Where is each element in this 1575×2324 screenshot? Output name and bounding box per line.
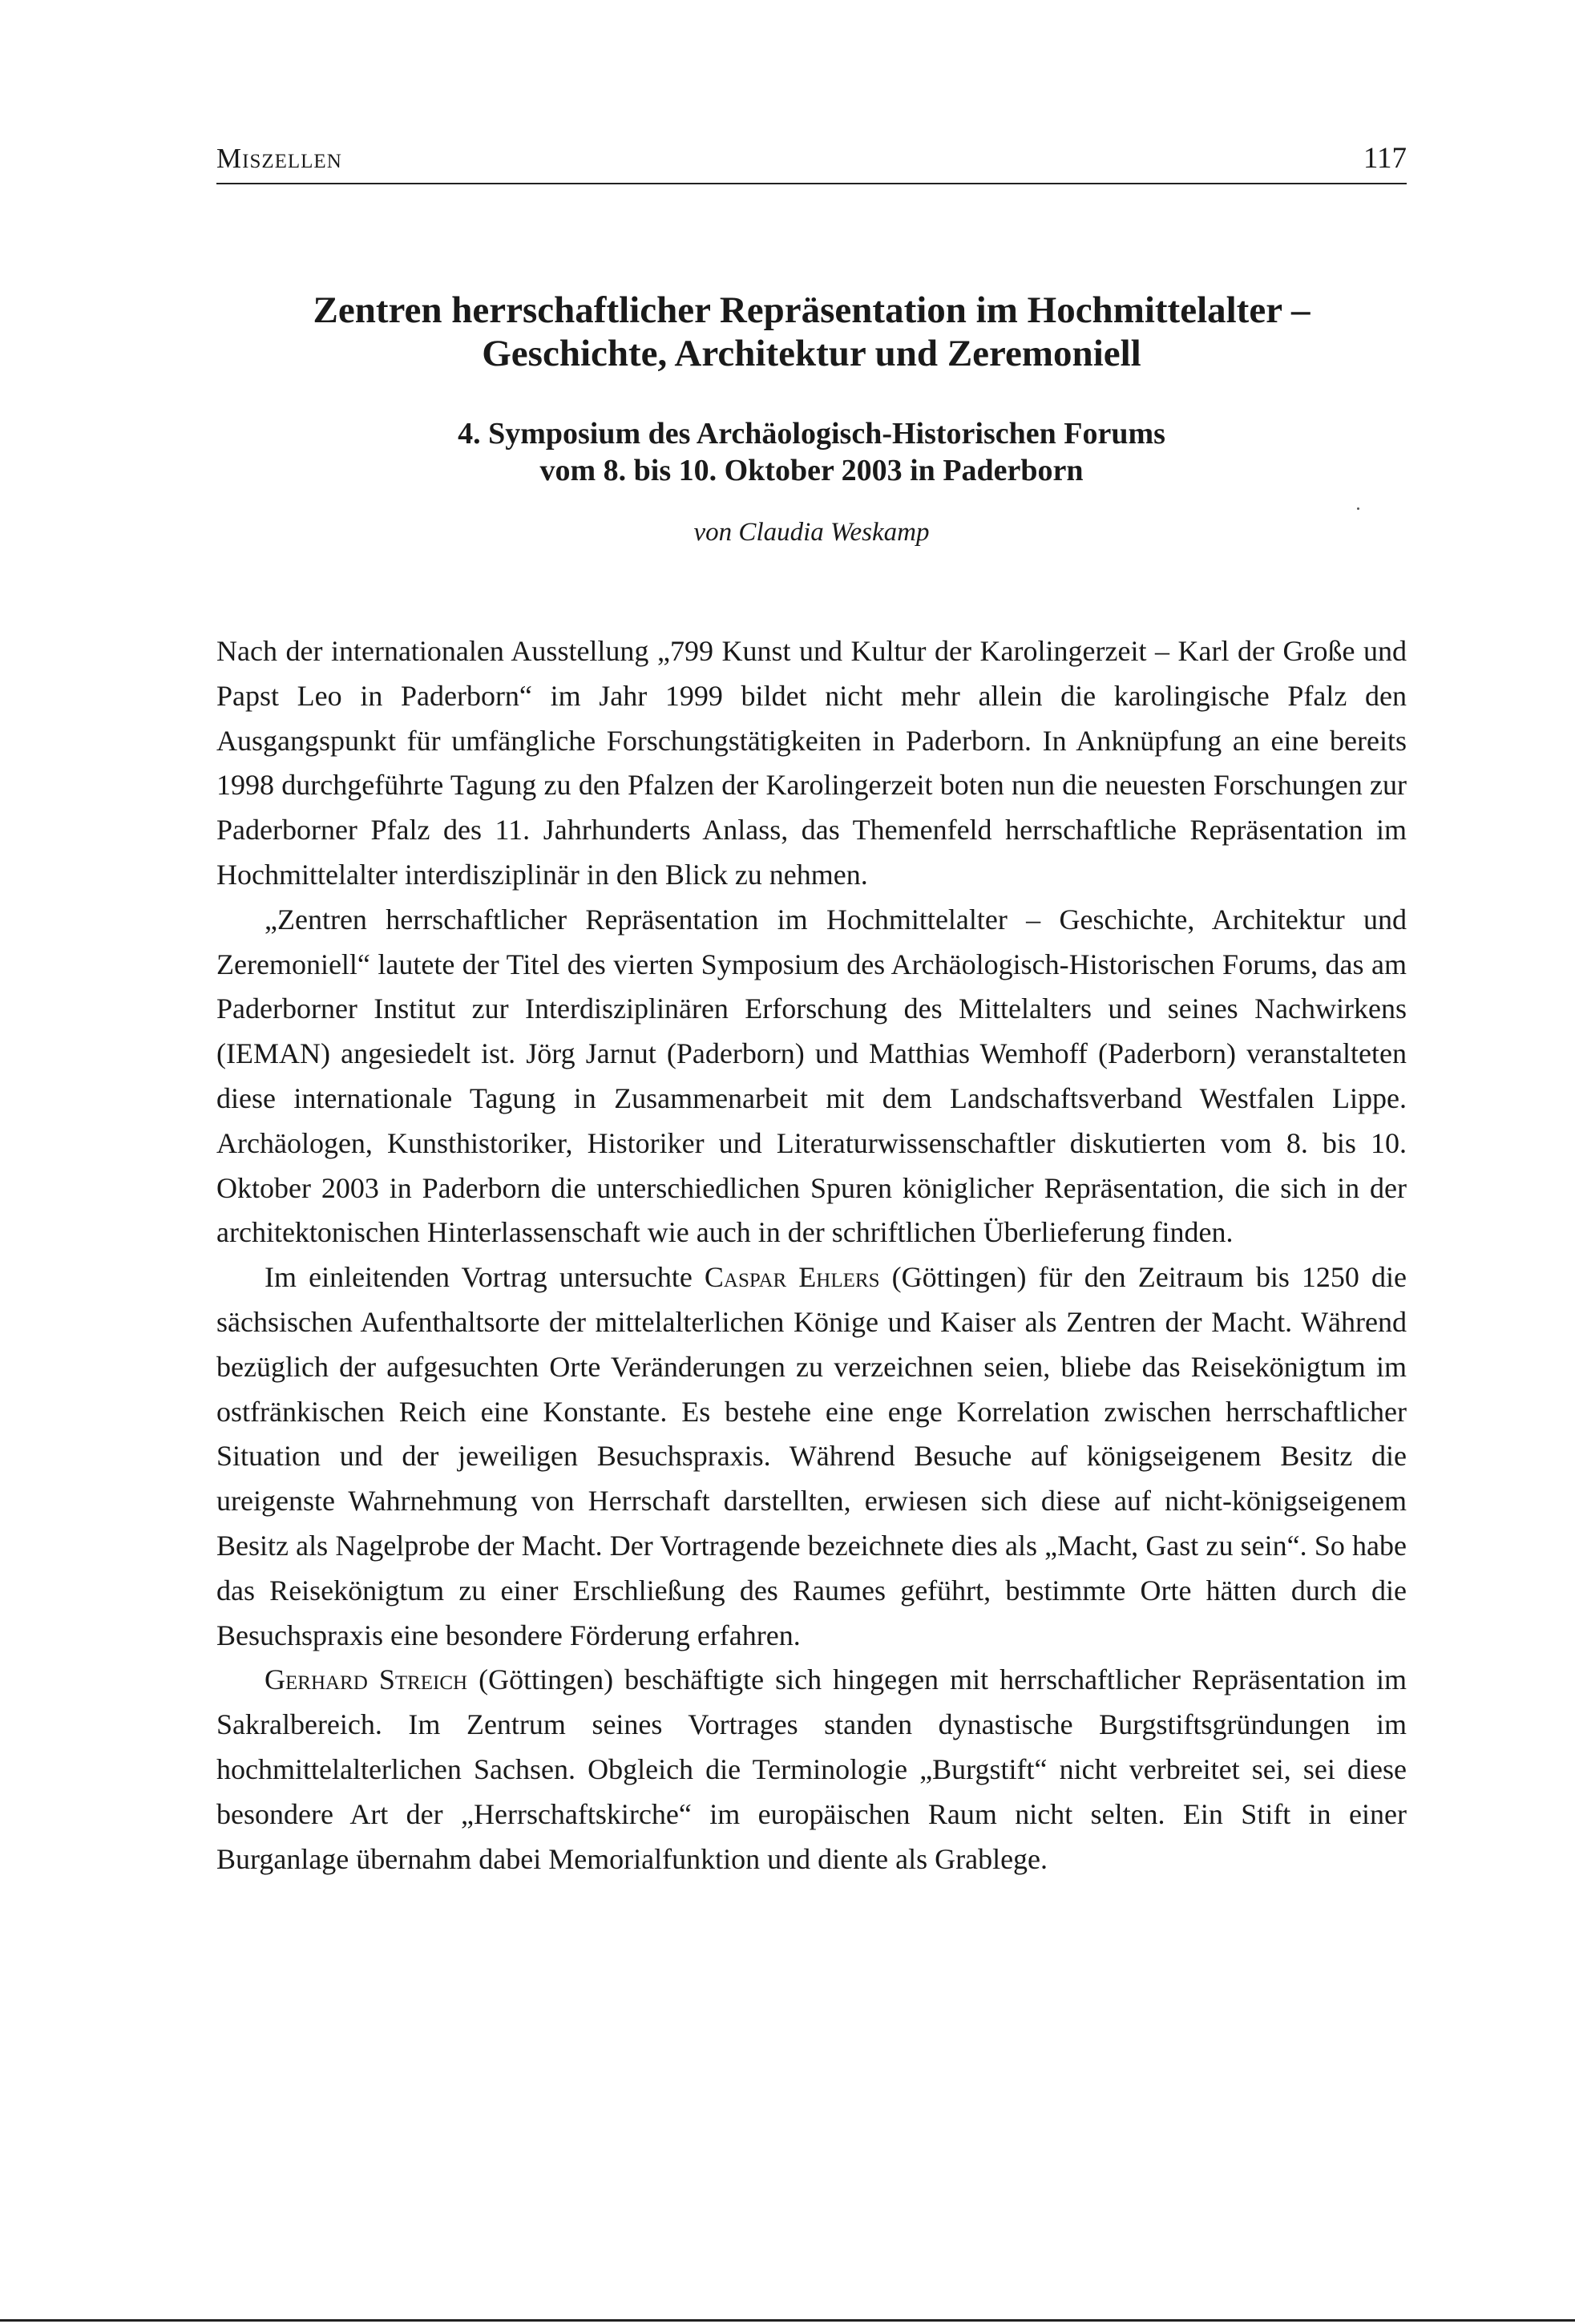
article-heading bbox=[216, 289, 1407, 548]
section-title: Miszellen bbox=[216, 143, 342, 174]
scan-speck bbox=[1357, 507, 1359, 510]
page-number: 117 bbox=[1363, 142, 1407, 175]
running-header bbox=[216, 143, 1407, 184]
paragraph-4-text: (Göttingen) beschäftigte sich hingegen mit herrschaftlicher Repräsentation im Sakralbereich. Im Zentrum seines Vortrages standen dynastische Burgstiftsgründungen im hochmittelalterlichen Sachsen. Obgleich die Terminologie „Burgstift“ nicht verbreitet sei, sei diese besondere Art der „Herrschaftskirche“ im europäischen Raum nicht selten. Ein Stift in einer Burganlage übernahm dabei Memorialfunktion und diente als Grablege. bbox=[216, 1663, 1407, 1875]
author-byline: von Claudia Weskamp bbox=[693, 518, 930, 547]
speaker-name-streich: Gerhard Streich bbox=[265, 1663, 468, 1696]
article-title-line-2: Geschichte, Architektur und Zeremoniell bbox=[482, 333, 1141, 374]
article-body bbox=[216, 629, 1407, 1881]
article-subtitle bbox=[216, 415, 1407, 489]
article-subtitle-line-2: vom 8. bis 10. Oktober 2003 in Paderborn bbox=[539, 454, 1084, 487]
paragraph-1: Nach der internationalen Ausstellung „799 Kunst und Kultur der Karolingerzeit – Karl der Große und Papst Leo in Paderborn“ im Jahr 1999 bildet nicht mehr allein die karolingische Pfalz den Ausgangspunkt für umfängliche Forschungstätigkeiten in Paderborn. In Anknüpfung an eine bereits 1998 durchgeführte Tagung zu den Pfalzen der Karolingerzeit boten nun die neuesten Forschungen zur Paderborner Pfalz des 11. Jahrhunderts Anlass, das Themenfeld herrschaftliche Repräsentation im Hochmittelalter interdisziplinär in den Blick zu nehmen. bbox=[216, 635, 1407, 891]
paragraph-2: „Zentren herrschaftlicher Repräsentation im Hochmittelalter – Geschichte, Architektur und Zeremoniell“ lautete der Titel des vierten Symposium des Archäologisch-Historischen Forums, das am Paderborner Institut zur Interdisziplinären Erforschung des Mittelalters und seines Nachwirkens (IEMAN) angesiedelt ist. Jörg Jarnut (Paderborn) und Matthias Wemhoff (Paderborn) veranstalteten diese internationale Tagung in Zusammenarbeit mit dem Landschaftsverband Westfalen Lippe. Archäologen, Kunsthistoriker, Historiker und Literaturwissenschaftler diskutierten vom 8. bis 10. Oktober 2003 in Paderborn die unterschiedlichen Spuren königlicher Repräsentation, die sich in der architektonischen Hinterlassenschaft wie auch in der schriftlichen Überlieferung finden. bbox=[216, 903, 1407, 1249]
speaker-name-ehlers: Caspar Ehlers bbox=[704, 1261, 880, 1294]
paragraph-3 bbox=[216, 1255, 1407, 1658]
article-title-line-1: Zentren herrschaftlicher Repräsentation im Hochmittelalter – bbox=[313, 289, 1310, 331]
bottom-rule bbox=[0, 2319, 1575, 2322]
article-subtitle-line-1: 4. Symposium des Archäologisch-Historischen Forums bbox=[458, 417, 1165, 451]
article-title bbox=[216, 289, 1407, 375]
paragraph-4 bbox=[216, 1658, 1407, 1881]
paragraph-3-intro: Im einleitenden Vortrag untersuchte bbox=[265, 1261, 705, 1294]
paragraph-3-text: (Göttingen) für den Zeitraum bis 1250 die sächsischen Aufenthaltsorte der mittelalterlichen Könige und Kaiser als Zentren der Macht. Während bezüglich der aufgesuchten Orte Veränderungen zu verzeichnen seien, bliebe das Reisekönigtum im ostfränkischen Reich eine Konstante. Es bestehe eine enge Korrelation zwischen herrschaftlicher Situation und der jeweiligen Besuchspraxis. Während Besuche auf königseigenem Besitz die ureigenste Wahrnehmung von Herrschaft darstellten, erwiesen sich diese auf nicht-königseigenem Besitz als Nagelprobe der Macht. Der Vortragende bezeichnete dies als „Macht, Gast zu sein“. So habe das Reisekönigtum zu einer Erschließung des Raumes geführt, bestimmte Orte hätten durch die Besuchspraxis eine besondere Förderung erfahren. bbox=[216, 1261, 1407, 1651]
